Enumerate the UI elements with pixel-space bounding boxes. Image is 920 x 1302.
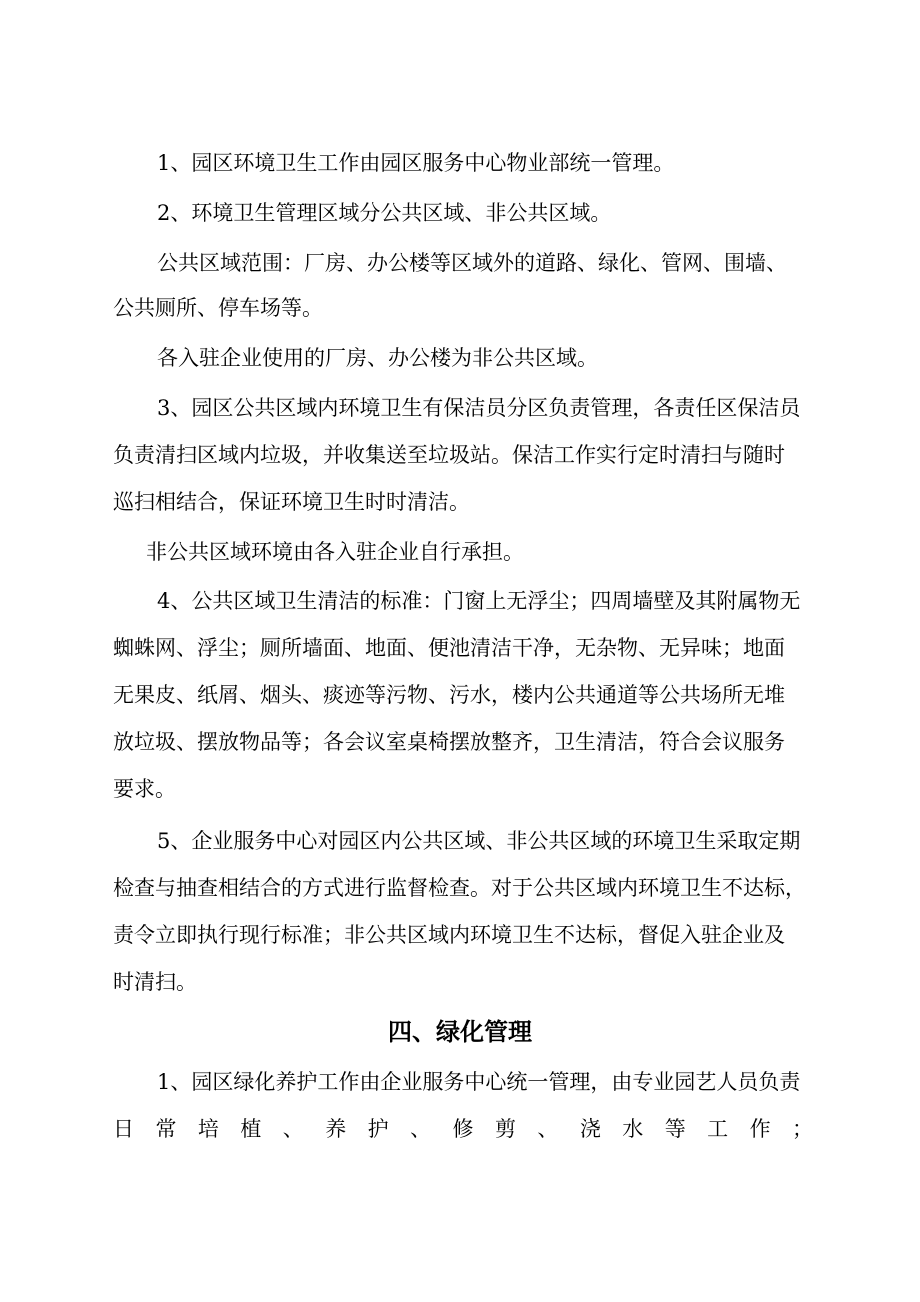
- paragraph-6-line-1: 非公共区域环境由各入驻企业自行承担。: [146, 540, 524, 564]
- paragraph-7-line-5: 要求。: [113, 777, 176, 801]
- paragraph-7-line-4: 放垃圾、摆放物品等；各会议室桌椅摆放整齐，卫生清洁，符合会议服务: [113, 730, 785, 754]
- char: 水: [622, 1117, 644, 1141]
- char: 修: [452, 1117, 474, 1141]
- paragraph-8-line-4: 时清扫。: [113, 970, 197, 994]
- char: 日: [113, 1117, 134, 1141]
- char: 浇: [579, 1117, 601, 1141]
- char: 、: [282, 1117, 304, 1141]
- paragraph-9-line-2: [113, 1114, 813, 1144]
- char: 植: [240, 1117, 262, 1141]
- paragraph-5-line-2: 负责清扫区域内垃圾，并收集送至垃圾站。保洁工作实行定时清扫与随时: [113, 443, 785, 467]
- paragraph-4-line-1: 各入驻企业使用的厂房、办公楼为非公共区域。: [157, 346, 598, 370]
- section-heading: 四、绿化管理: [388, 1018, 532, 1046]
- paragraph-9-line-1: 1、园区绿化养护工作由企业服务中心统一管理，由专业园艺人员负责: [157, 1070, 801, 1094]
- char: 护: [367, 1117, 389, 1141]
- char: 常: [155, 1117, 177, 1141]
- paragraph-5-line-1: 3、园区公共区域内环境卫生有保洁员分区负责管理，各责任区保洁员: [157, 396, 801, 420]
- paragraph-2-line-1: 2、环境卫生管理区域分公共区域、非公共区域。: [157, 201, 612, 225]
- paragraph-7-line-2: 蜘蛛网、浮尘；厕所墙面、地面、便池清洁干净，无杂物、无异味；地面: [113, 636, 785, 660]
- paragraph-7-line-1: 4、公共区域卫生清洁的标准：门窗上无浮尘；四周墙壁及其附属物无: [157, 589, 801, 613]
- paragraph-3-line-1: 公共区域范围：厂房、办公楼等区域外的道路、绿化、管网、围墙、: [157, 251, 787, 275]
- char: 工: [707, 1117, 729, 1141]
- paragraph-8-line-2: 检查与抽查相结合的方式进行监督检查。对于公共区域内环境卫生不达标，: [113, 876, 806, 900]
- char: 等: [664, 1117, 686, 1141]
- paragraph-5-line-3: 巡扫相结合，保证环境卫生时时清洁。: [113, 490, 470, 514]
- paragraph-7-line-3: 无果皮、纸屑、烟头、痰迹等污物、污水，楼内公共通道等公共场所无堆: [113, 683, 785, 707]
- paragraph-1-line-1: 1、园区环境卫生工作由园区服务中心物业部统一管理。: [157, 151, 675, 175]
- char: ；: [792, 1117, 813, 1141]
- char: 、: [537, 1117, 559, 1141]
- char: 剪: [494, 1117, 516, 1141]
- char: 作: [749, 1117, 771, 1141]
- char: 养: [325, 1117, 347, 1141]
- char: 培: [197, 1117, 219, 1141]
- char: 、: [410, 1117, 432, 1141]
- paragraph-8-line-1: 5、企业服务中心对园区内公共区域、非公共区域的环境卫生采取定期: [157, 829, 801, 853]
- paragraph-3-line-2: 公共厕所、停车场等。: [113, 296, 323, 320]
- paragraph-8-line-3: 责令立即执行现行标准；非公共区域内环境卫生不达标，督促入驻企业及: [113, 923, 785, 947]
